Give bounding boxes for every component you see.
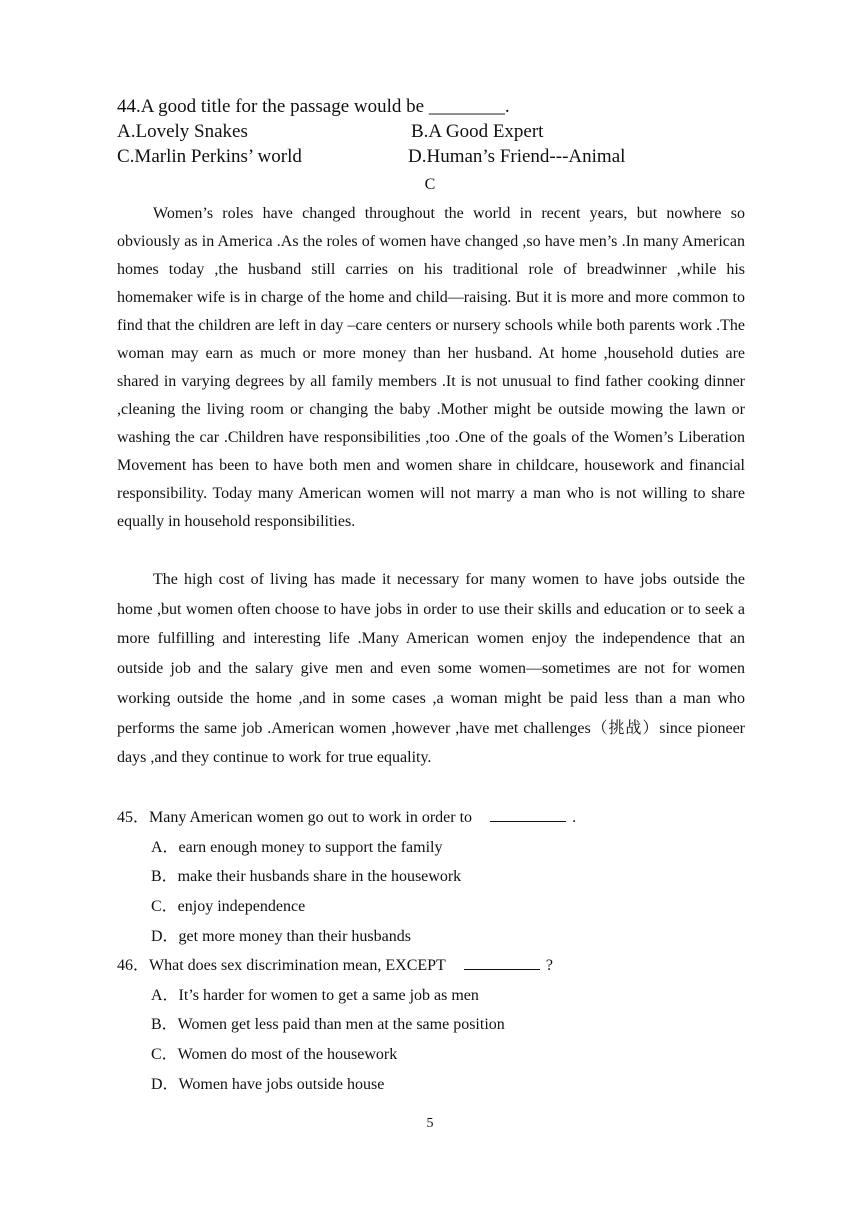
page-number: 5 <box>426 1116 434 1131</box>
option-b: B．Women get less paid than men at the same position <box>151 1016 505 1034</box>
option-a: A.Lovely Snakes <box>117 121 248 142</box>
question-44-stem: 44.A good title for the passage would be ________. <box>117 96 510 117</box>
option-d: D.Human’s Friend---Animal <box>408 146 626 167</box>
option-b: B.A Good Expert <box>411 121 544 142</box>
question-44-options-row-2 <box>117 144 747 169</box>
option-c: C．Women do most of the housework <box>151 1046 398 1064</box>
question-45-stem: 45．Many American women go out to work in order to <box>117 809 473 826</box>
option-c: C.Marlin Perkins’ world <box>117 146 302 167</box>
section-heading: C <box>424 176 436 193</box>
paragraph-2-text: The high cost of living has made it necessary for many women to have jobs outside the home ,but women often choose to have jobs in order to use their skills and education or to seek a more fulfilling and interesting life .Many American women enjoy the independence that an outside job and the salary give men and even some women—sometimes are not for women working outside the home ,and in some cases ,a woman might be paid less than a man who performs the same job .American women ,however ,have met challenges（挑战）since pioneer days ,and they continue to work for true equality. <box>117 571 745 767</box>
answer-blank <box>490 804 566 822</box>
answer-blank <box>464 952 540 970</box>
question-44 <box>117 94 747 169</box>
question-45-stem-line <box>117 803 757 833</box>
option-c: C．enjoy independence <box>151 898 306 916</box>
question-45 <box>117 803 757 951</box>
option-a: A．It’s harder for women to get a same job as men <box>151 986 479 1004</box>
question-44-options-row-1 <box>117 119 747 144</box>
question-46-stem: 46．What does sex discrimination mean, EXCEPT <box>117 957 446 974</box>
paragraph-1-text: Women’s roles have changed throughout the world in recent years, but nowhere so obviously as in America .As the roles of women have changed ,so have men’s .In many American homes today ,the husband still carries on his traditional role of breadwinner ,while his homemaker wife is in charge of the home and child—raising. But it is more and more common to find that the children are left in day –care centers or nursery schools while both parents work .The woman may earn as much or more money than her husband. At home ,household duties are shared in varying degrees by all family members .It is not unusual to find father cooking dinner ,cleaning the living room or changing the baby .Mother might be outside mowing the lawn or washing the car .Children have responsibilities ,too .One of the goals of the Women’s Liberation Movement has been to have both men and women share in childcare, housework and financial responsibility. Today many American women will not marry a man who is not willing to share equally in household responsibilities. <box>117 205 745 530</box>
passage-paragraph-1 <box>117 200 745 536</box>
passage-paragraph-2 <box>117 565 745 773</box>
question-46-stem-line <box>117 951 757 981</box>
question-46-end: ? <box>545 957 553 974</box>
question-46 <box>117 951 757 1099</box>
option-d: D．Women have jobs outside house <box>151 1075 385 1093</box>
option-b: B．make their husbands share in the housework <box>151 868 462 886</box>
question-45-end: . <box>572 809 577 826</box>
option-a: A．earn enough money to support the family <box>151 838 443 856</box>
option-d: D．get more money than their husbands <box>151 927 411 945</box>
